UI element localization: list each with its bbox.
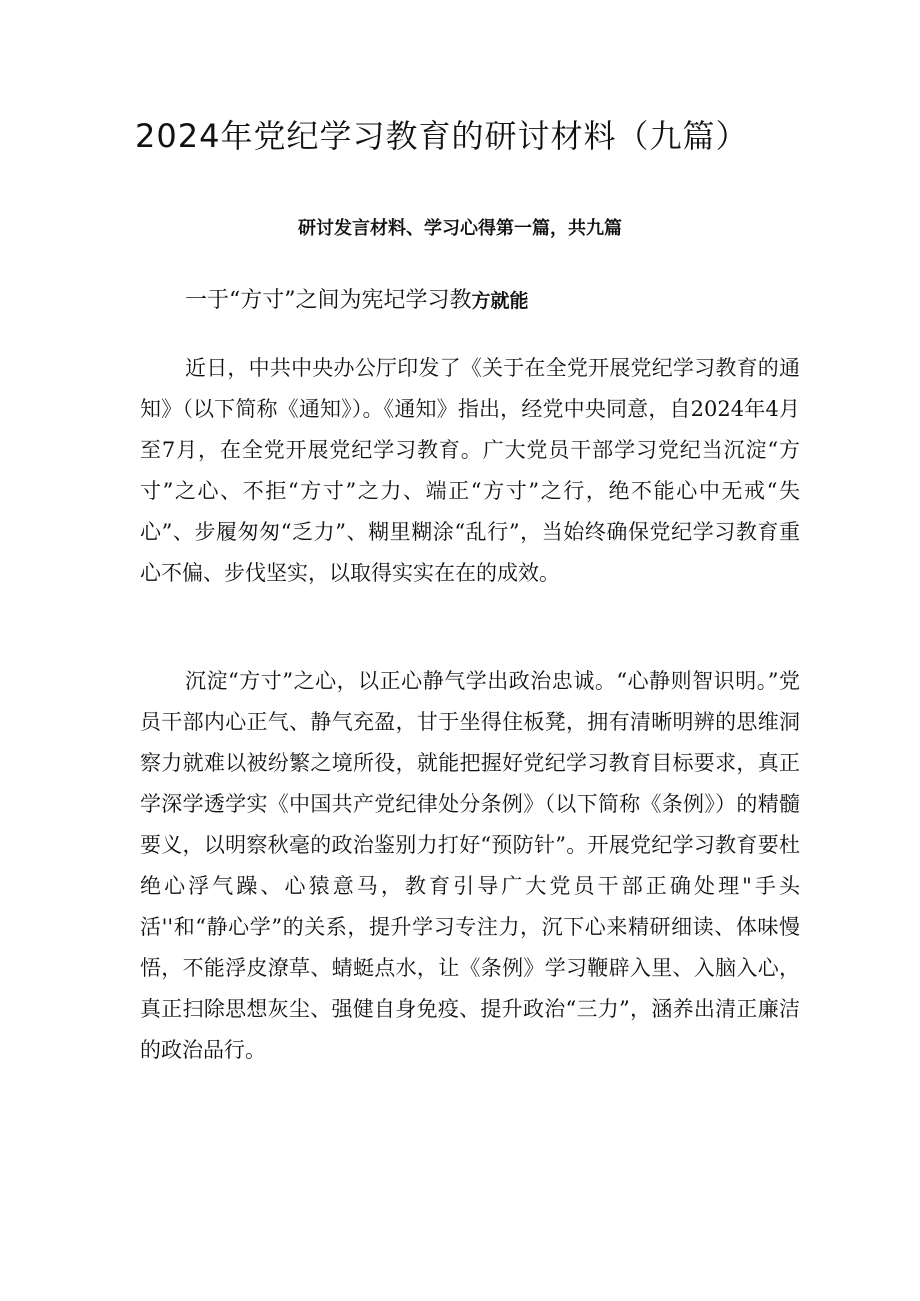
document-subtitle: 研讨发言材料、学习心得第一篇，共九篇 <box>298 218 622 239</box>
body-paragraph: 近日，中共中央办公厅印发了《关于在全党开展党纪学习教育的通知》（以下简称《通知》）。《通知》指出，经党中央同意，自2024年4月至7月，在全党开展党纪学习教育。广大党员干部学习党纪当沉淀“方寸”之心、不拒“方寸”之力、端正“方寸”之行，绝不能心中无戒“失心”、步履匆匆“乏力”、糊里糊涂“乱行”，当始终确保党纪学习教育重心不偏、步伐坚实，以取得实实在在的成效。 <box>140 356 800 585</box>
body-paragraph: 沉淀“方寸”之心，以正心静气学出政治忠诚。“心静则智识明。”党员干部内心正气、静气充盈，甘于坐得住板凳，拥有清晰明辨的思维洞察力就难以被纷繁之境所役，就能把握好党纪学习教育目标要求，真正学深学透学实《中国共产党纪律处分条例》（以下简称《条例》）的精髓要义，以明察秋毫的政治鉴别力打好“预防针”。开展党纪学习教育要杜绝心浮气躁、心猿意马，教育引导广大党员干部正确处理"手头活''和“静心学”的关系，提升学习专注力，沉下心来精研细读、体味慢悟，不能浮皮潦草、蜻蜓点水，让《条例》学习鞭辟入里、入脑入心，真正扫除思想灰尘、强健自身免疫、提升政治“三力”，涵养出清正廉洁的政治品行。 <box>140 669 800 1062</box>
section-heading-lead: 一于“方寸”之间为宪圮学习教 <box>185 288 472 313</box>
document-title: 2024年党纪学习教育的研讨材料（九篇） <box>135 117 749 155</box>
section-heading-bold-tail: 方就能 <box>471 290 529 312</box>
section-heading <box>185 285 529 317</box>
